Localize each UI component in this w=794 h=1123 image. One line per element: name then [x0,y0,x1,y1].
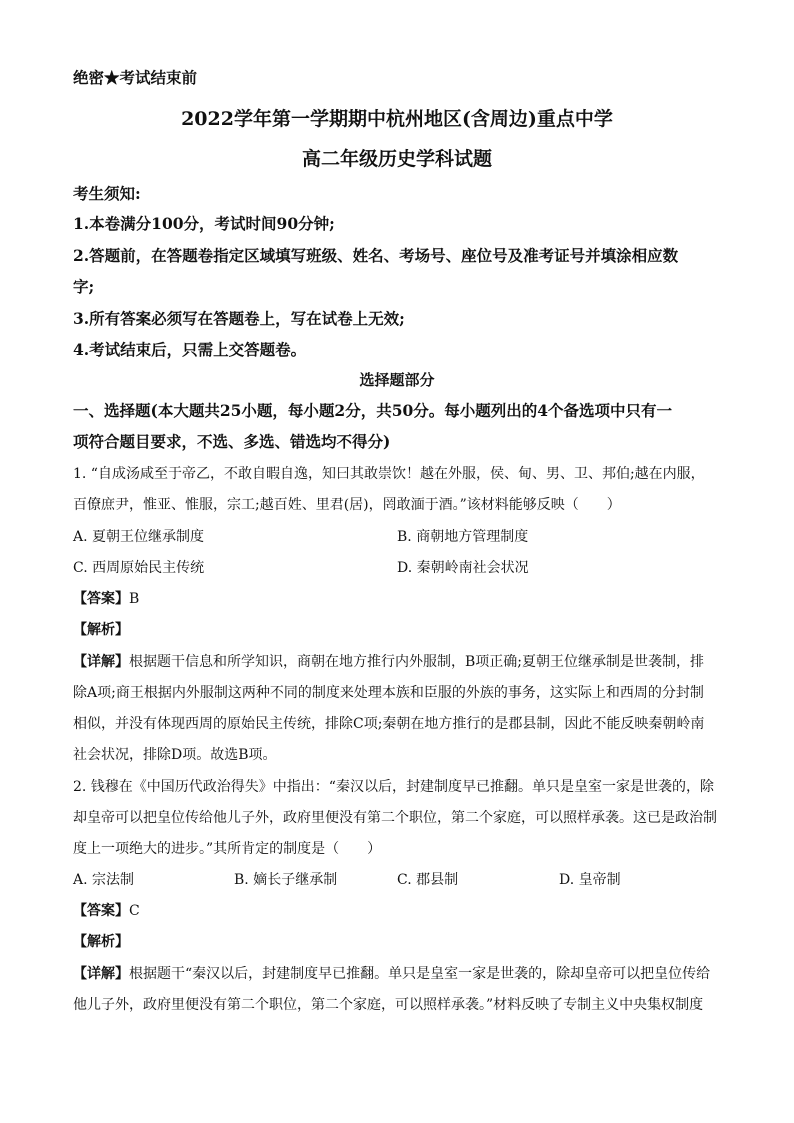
q2-option-b: B. 嫡长子继承制 [234,872,338,888]
section-title: 选择题部分 [359,371,435,389]
exam-title: 2022学年第一学期期中杭州地区(含周边)重点中学 [181,108,613,130]
q1-option-a: A. 夏朝王位继承制度 [73,529,205,545]
secret-mark: 绝密★考试结束前 [73,68,198,87]
notice-item-4: 4.考试结束后，只需上交答题卷。 [73,340,307,359]
q1-detail-b: 除A项;商王根据内外服制这两种不同的制度来处理本族和臣服的外族的事务，这实际上和西周的分封制 [73,685,704,701]
q2-stem-b: 却皇帝可以把皇位传给他儿子外，政府里便没有第二个职位，第二个家庭，可以照样承袭。这已是政治制 [73,810,717,826]
answer-tag: 【答案】 [73,903,129,919]
q2-analysis-tag: 【解析】 [73,934,129,950]
answer-value: C [129,903,140,919]
q2-detail-a [73,963,710,983]
detail-text: 根据题干“秦汉以后，封建制度早已推翻。单只是皇室一家是世袭的，除却皇帝可以把皇位传给 [129,966,711,982]
exam-subtitle: 高二年级历史学科试题 [301,148,492,170]
q1-analysis-tag: 【解析】 [73,622,129,638]
q1-option-b: B. 商朝地方管理制度 [397,529,529,545]
answer-value: B [129,591,140,607]
notice-item-2a: 2.答题前，在答题卷指定区域填写班级、姓名、考场号、座位号及准考证号并填涂相应数 [73,246,679,265]
q1-option-d: D. 秦朝岭南社会状况 [397,560,529,576]
section-intro-a: 一、选择题(本大题共25小题，每小题2分，共50分。每小题列出的4个备选项中只有一 [73,401,673,420]
q2-option-a: A. 宗法制 [73,872,135,888]
q2-stem-c: 度上一项绝大的进步。”其所肯定的制度是（ ） [73,841,382,857]
notice-item-2b: 字; [73,277,95,296]
q2-option-c: C. 郡县制 [397,872,459,888]
notice-item-3: 3.所有答案必须写在答题卷上，写在试卷上无效; [73,309,405,328]
notice-item-1: 1.本卷满分100分，考试时间90分钟; [73,214,335,233]
q1-detail-a [73,651,704,671]
q2-option-d: D. 皇帝制 [559,872,621,888]
q1-stem-a: 1. “自成汤咸至于帝乙，不敢自暇自逸，知曰其敢崇饮！越在外服，侯、甸、男、卫、邦伯;越在内服， [73,466,705,482]
q2-stem-a: 2. 钱穆在《中国历代政治得失》中指出：“秦汉以后，封建制度早已推翻。单只是皇室一家是世袭的，除 [73,779,714,795]
q1-option-c: C. 西周原始民主传统 [73,560,205,576]
q1-detail-c: 相似，并没有体现西周的原始民主传统，排除C项;秦朝在地方推行的是郡县制，因此不能反映秦朝岭南 [73,716,705,732]
q2-answer [73,900,140,920]
q1-answer [73,588,139,608]
q1-stem-b: 百僚庶尹，惟亚、惟服，宗工;越百姓、里君(居)，罔敢湎于酒。”该材料能够反映（ ） [73,497,621,513]
q1-detail-d: 社会状况，排除D项。故选B项。 [73,747,277,763]
detail-text: 根据题干信息和所学知识，商朝在地方推行内外服制，B项正确;夏朝王位继承制是世袭制，排 [129,654,705,670]
q2-detail-b: 他儿子外，政府里便没有第二个职位，第二个家庭，可以照样承袭。”材料反映了专制主义中央集权制度 [73,997,704,1013]
answer-tag: 【答案】 [73,591,129,607]
detail-tag: 【详解】 [73,966,129,982]
notice-heading: 考生须知: [73,184,141,203]
section-intro-b: 项符合题目要求，不选、多选、错选均不得分) [73,432,391,451]
detail-tag: 【详解】 [73,654,129,670]
